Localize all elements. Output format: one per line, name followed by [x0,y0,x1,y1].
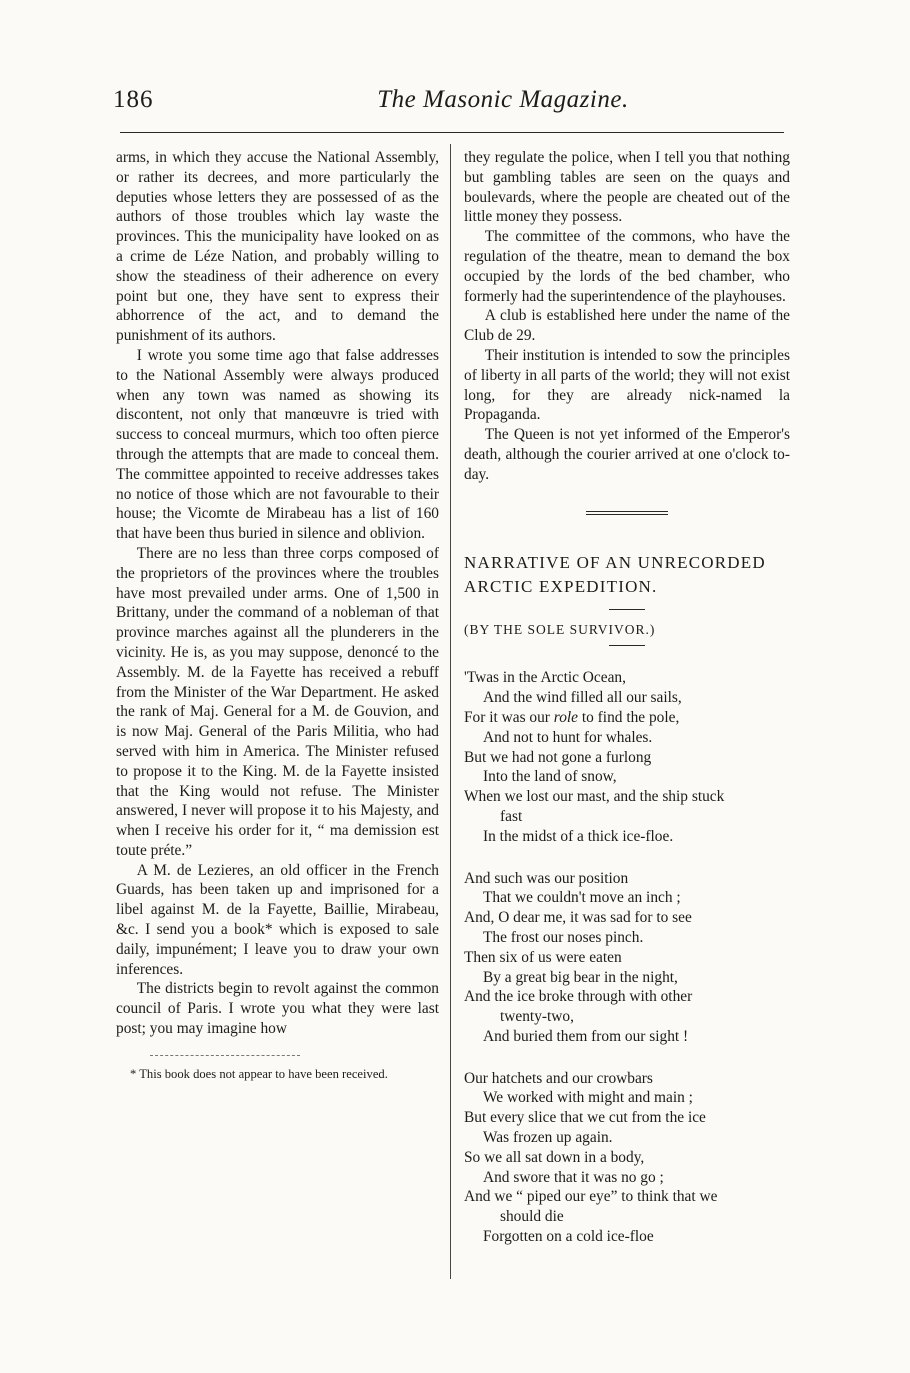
poem-line: But we had not gone a furlong [464,748,652,766]
poem-line: fast [500,807,523,825]
poem-line: And buried them from our sight ! [483,1027,689,1045]
poem-line: But every slice that we cut from the ice [464,1109,706,1127]
right-column [464,148,790,1269]
paragraph: I wrote you some time ago that false addresses to the National Assembly were always produced when any town was named as showing its discontent, not only that manœuvre is tried with success to conceal murmurs, which too often pierce through the attempts that are made to conceal them. The committee appointed to receive addresses takes no notice of those which are not favourable to their house; the Vicomte de Mirabeau has a list of 160 that have been thus buried in silence and oblivion. [116,346,439,543]
poem-line: Our hatchets and our crowbars [464,1069,653,1087]
footnote-rule [150,1055,300,1056]
poem [464,668,790,1247]
poem-line: In the midst of a thick ice-floe. [483,827,674,845]
poem-line: By a great big bear in the night, [483,968,678,986]
poem-line: Forgotten on a cold ice-floe [483,1228,654,1246]
poem-line: twenty-two, [500,1008,574,1026]
poem-line: And not to hunt for whales. [483,728,653,746]
byline: (BY THE SOLE SURVIVOR.) [464,621,656,637]
poem-text: to find the pole, [578,708,680,726]
stanza-2 [464,869,790,1047]
paragraph: There are no less than three corps composed of the proprietors of the provinces where the troubles have most prevailed under arms. One of 1,500 in Brittany, under the command of a nobleman of that province marches against all the plunderers in the vicinity. He is, as you may suppose, denoncé to the Assembly. M. de la Fayette has received a rebuff from the Minister of the War Department. He asked the rank of Maj. General for a M. de Gouvion, and is now Maj. General of the Paris Militia, who had served with him in America. The Minister refused to propose it to the King. M. de la Fayette insisted that the King would not refuse. The Minister answered, I never will propose it to his Majesty, and when I receive his order for it, “ ma demission est toute préte.” [116,544,439,859]
article-title [464,551,790,599]
poem-line: That we couldn't move an inch ; [483,889,681,907]
poem-line: The frost our noses pinch. [483,928,644,946]
poem-line: And the ice broke through with other [464,988,693,1006]
poem-line: And, O dear me, it was sad for to see [464,909,692,927]
title-rule [609,609,645,610]
paragraph: The Queen is not yet informed of the Emperor's death, although the courier arrived at one o'clock to-day. [464,426,790,483]
poem-line [464,708,790,728]
poem-line: And we “ piped our eye” to think that we [464,1188,718,1206]
article-title-line: NARRATIVE OF AN UNRECORDED [464,552,766,572]
page-number: 186 [113,86,154,113]
poem-line: And swore that it was no go ; [483,1168,664,1186]
poem-line: And the wind filled all our sails, [483,689,682,707]
running-title: The Masonic Magazine. [377,86,629,113]
paragraph: The committee of the commons, who have the regulation of the theatre, mean to demand the box occupied by the lords of the bed chamber, who formerly had the superintendence of the playhouses. [464,228,790,305]
paragraph: A M. de Lezieres, an old officer in the French Guards, has been taken up and imprisoned for a libel against M. de la Fayette, Baillie, Mirabeau, &c. I send you a book* which is exposed to sale daily, impunément; I leave you to draw your own inferences. [116,861,439,978]
byline-rule [609,645,645,646]
paragraph: Their institution is intended to sow the principles of liberty in all parts of the world; they will not exist long, for they are already nick-named la Propaganda. [464,346,790,424]
poem-line: And such was our position [464,869,629,887]
stanza-1 [464,668,790,846]
poem-emphasis: role [553,708,579,726]
poem-line: So we all sat down in a body, [464,1148,645,1166]
poem-text: For it was our [464,708,554,726]
paragraph: A club is established here under the name of the Club de 29. [464,307,790,345]
stanza-3 [464,1069,790,1247]
section-divider [586,511,668,515]
poem-line: should die [500,1208,564,1226]
column-divider [450,144,451,1279]
footnote [116,1066,439,1082]
poem-line: Was frozen up again. [483,1129,613,1147]
left-column [116,148,439,1082]
footnote-mark: * [130,1066,137,1081]
article-title-line: ARCTIC EXPEDITION. [464,576,658,596]
paragraph: they regulate the police, when I tell you that nothing but gambling tables are seen on the quays and boulevards, where the people are cheated out of the little money they possess. [464,149,790,226]
paragraph: arms, in which they accuse the National Assembly, or rather its decrees, and more particularly the deputies whose letters they are possessed of as the authors of those troubles which lay waste the provinces. This the municipality have looked on as a crime de Léze Nation, and probably willing to show the steadiness of their adherence on every point but one, they have sent to express their abhorrence of the act, and to demand the punishment of its authors. [116,149,439,345]
paragraph: The districts begin to revolt against the common council of Paris. I wrote you what they were last post; you may imagine how [116,980,439,1038]
poem-line: Then six of us were eaten [464,948,622,966]
poem-line: We worked with might and main ; [483,1089,693,1107]
header-rule [120,132,784,133]
poem-line: Into the land of snow, [483,768,617,786]
footnote-text: This book does not appear to have been received. [139,1066,388,1081]
poem-line: 'Twas in the Arctic Ocean, [464,669,626,687]
poem-line: When we lost our mast, and the ship stuck [464,788,725,806]
